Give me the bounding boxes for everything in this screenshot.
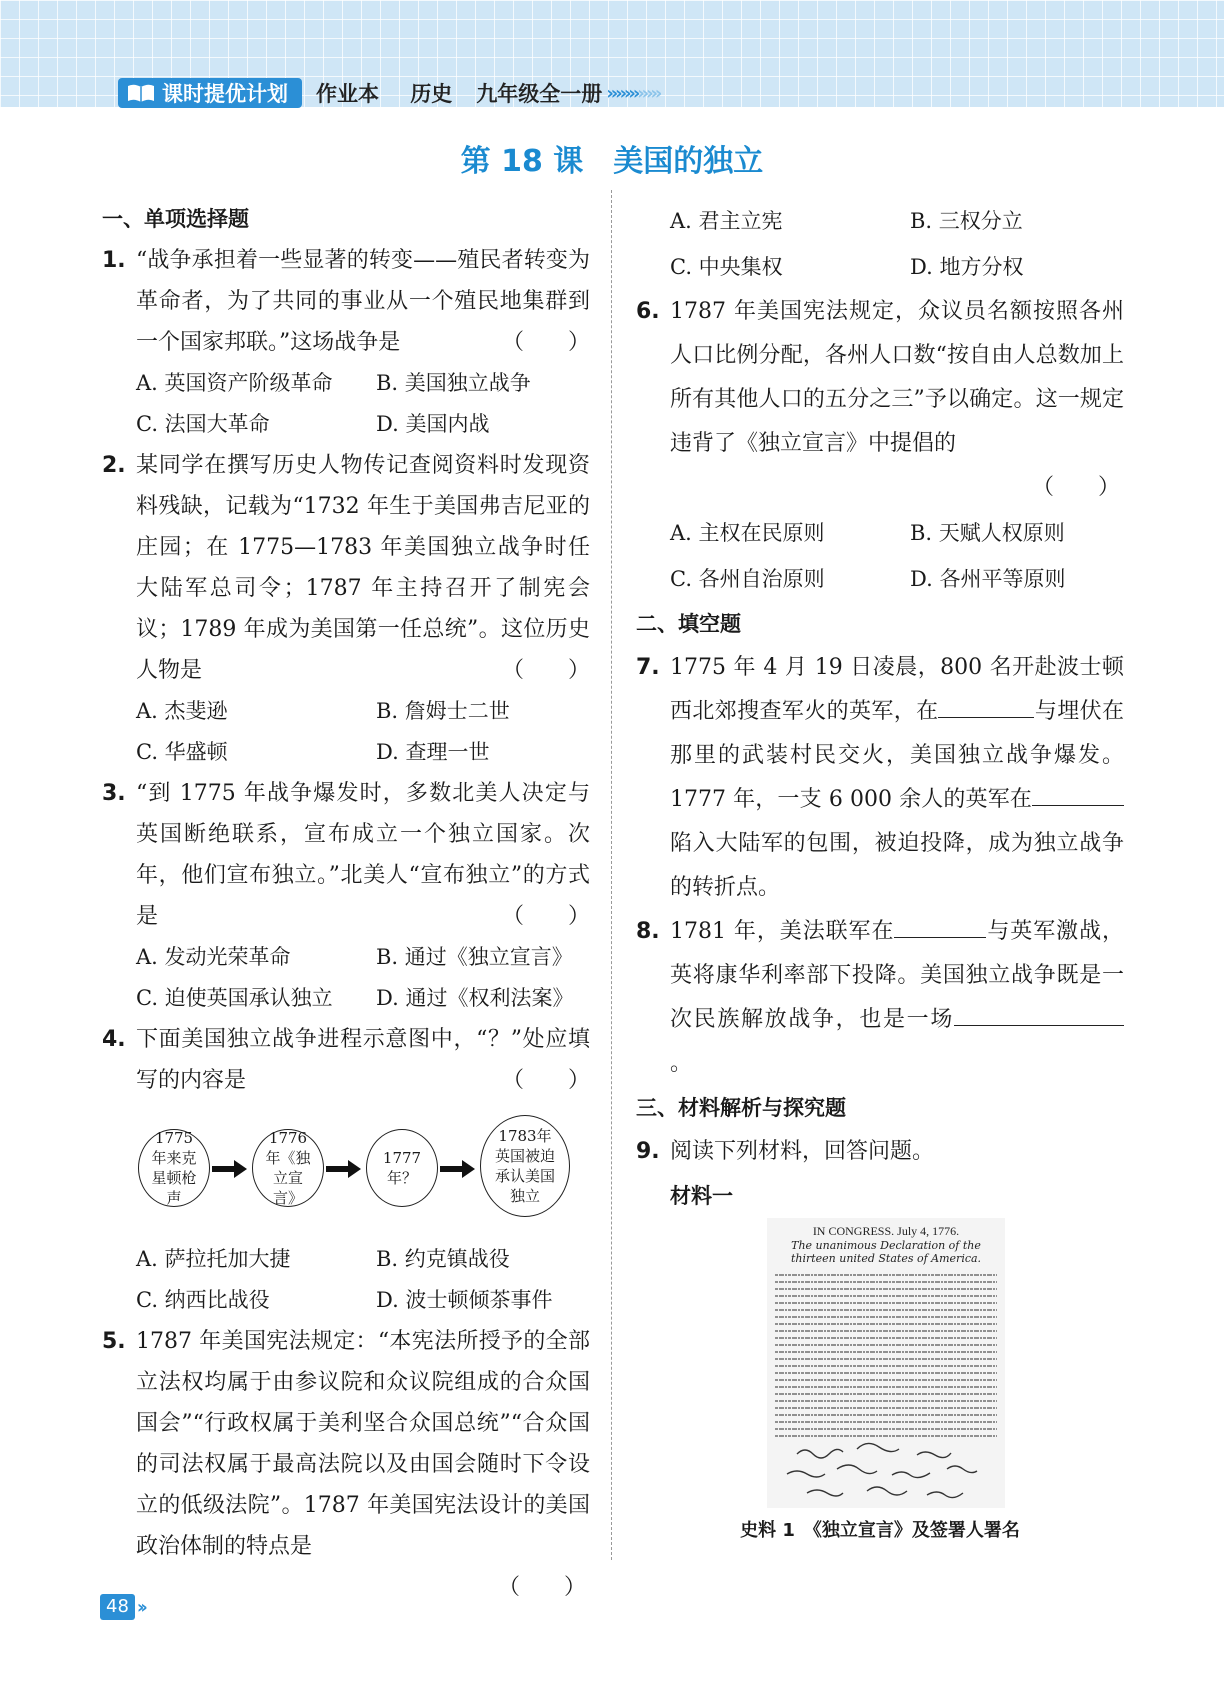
grade: 九年级全一册 [476, 82, 603, 106]
page-number: 48 [100, 1594, 135, 1620]
question-3 [102, 773, 590, 937]
option-b[interactable]: B. 通过《独立宣言》 [376, 945, 573, 969]
question-number: 2. [102, 453, 126, 478]
question-number: 3. [102, 781, 126, 806]
question-text: “到 1775 年战争爆发时，多数北美人决定与英国断绝联系，宣布成立一个独立国家。次年，他们宣布独立。”北美人“宣布独立”的方式是 [136, 781, 590, 929]
fill-blank[interactable] [954, 999, 1124, 1026]
diagram-node-1777 [366, 1129, 438, 1207]
section-heading: 二、填空题 [636, 612, 741, 636]
doc-heading: IN CONGRESS. July 4, 1776. [812, 1224, 960, 1238]
question-9 [636, 1130, 1124, 1174]
option-a[interactable]: A. 杰斐逊 [136, 699, 228, 723]
question-text: 1787 年美国宪法规定，众议员名额按照各州人口比例分配，各州人口数“按自由人总数加上所有其他人口的五分之三”予以确定。这一规定违背了《独立宣言》中提倡的 [670, 299, 1124, 456]
answer-parentheses: （ ） [501, 658, 590, 683]
header-bar [118, 76, 659, 110]
section-heading: 三、材料解析与探究题 [636, 1096, 846, 1120]
open-book-icon [126, 82, 156, 104]
option-c[interactable]: C. 中央集权 [670, 255, 783, 279]
question-text: 陷入大陆军的包围，被迫投降，成为独立战争的转折点。 [670, 831, 1124, 900]
question-8 [636, 910, 1124, 1086]
diagram-node-1775 [138, 1129, 210, 1207]
diagram-node-1783 [480, 1115, 570, 1217]
book-type: 作业本 [316, 82, 379, 106]
lesson-title: 第 18 课 美国的独立 [460, 144, 764, 179]
option-d[interactable]: D. 各州平等原则 [910, 567, 1066, 591]
fill-blank[interactable] [894, 911, 986, 938]
options [636, 510, 1124, 602]
options [102, 937, 590, 1019]
question-text: 某同学在撰写历史人物传记查阅资料时发现资料残缺，记载为“1732 年生于美国弗吉尼亚的庄园；在 1775—1783 年美国独立战争时任大陆军总司令；1787 年主持召开了制宪会议；1789 年成为美国第一任总统”。这位历史人物是 [136, 453, 590, 683]
options [636, 198, 1124, 290]
question-number: 8. [636, 919, 660, 944]
handwritten-text-icon [767, 1269, 1005, 1508]
war-process-diagram [138, 1111, 590, 1231]
node-label: 1777年？ [382, 1149, 422, 1187]
question-text: “战争承担着一些显著的转变——殖民者转变为革命者，为了共同的事业从一个殖民地集群到一个国家邦联。”这场战争是 [136, 248, 590, 355]
doc-subheading: The unanimous Declaration of the thirteen united States of America. [790, 1239, 982, 1265]
question-text: 与埋伏在那里的武装村民交火，美国独立战争爆发。1777 年，一支 6 000 余人的英军在 [670, 699, 1124, 812]
option-a[interactable]: A. 英国资产阶级革命 [136, 371, 333, 395]
option-d[interactable]: D. 通过《权利法案》 [376, 986, 574, 1010]
option-d[interactable]: D. 美国内战 [376, 412, 490, 436]
question-6 [636, 290, 1124, 466]
node-label: 1775年来克星顿枪声 [151, 1129, 197, 1207]
answer-parentheses: （ ） [501, 330, 590, 355]
question-text: 下面美国独立战争进程示意图中，“？”处应填写的内容是 [136, 1027, 590, 1093]
arrow-right-icon [212, 1159, 248, 1179]
question-number: 6. [636, 299, 660, 324]
logo-text: 课时提优计划 [162, 82, 288, 106]
question-number: 9. [636, 1139, 660, 1164]
question-number: 7. [636, 655, 660, 680]
arrow-right-icon [440, 1159, 476, 1179]
question-number: 1. [102, 248, 126, 273]
material-label: 材料一 [670, 1184, 733, 1208]
question-text: 阅读下列材料，回答问题。 [670, 1139, 935, 1164]
question-5 [102, 1321, 590, 1567]
option-c[interactable]: C. 各州自治原则 [670, 567, 825, 591]
subject: 历史 [410, 82, 453, 106]
declaration-document-image [767, 1218, 1005, 1508]
question-text: 1775 年 4 月 19 日凌晨，800 名开赴波士顿西北郊搜查军火的英军，在 [670, 655, 1124, 724]
question-text: 与英军激战，英将康华利率部下投降。美国独立战争既是一次民族解放战争，也是一场 [670, 919, 1124, 1032]
option-c[interactable]: C. 迫使英国承认独立 [136, 986, 333, 1010]
diagram-node-1776 [252, 1129, 324, 1207]
fill-blank[interactable] [1032, 779, 1124, 806]
option-d[interactable]: D. 查理一世 [376, 740, 490, 764]
question-1 [102, 240, 590, 363]
option-b[interactable]: B. 美国独立战争 [376, 371, 531, 395]
option-d[interactable]: D. 波士顿倾茶事件 [376, 1288, 553, 1312]
arrow-right-icon [326, 1159, 362, 1179]
option-c[interactable]: C. 纳西比战役 [136, 1288, 270, 1312]
fill-blank[interactable] [938, 691, 1034, 718]
option-b[interactable]: B. 天赋人权原则 [910, 521, 1065, 545]
series-logo [118, 78, 302, 108]
option-a[interactable]: A. 发动光荣革命 [136, 945, 291, 969]
node-label: 1783年英国被迫承认美国独立 [494, 1127, 555, 1205]
option-c[interactable]: C. 法国大革命 [136, 412, 270, 436]
right-column [636, 198, 1124, 1542]
options [102, 691, 590, 773]
answer-parentheses: （ ） [497, 1575, 586, 1600]
answer-parentheses: （ ） [501, 904, 590, 929]
figure-caption: 史料 1 《独立宣言》及签署人署名 [740, 1520, 1020, 1541]
options [102, 1239, 590, 1321]
section-heading: 一、单项选择题 [102, 207, 249, 231]
question-number: 4. [102, 1027, 126, 1052]
option-a[interactable]: A. 主权在民原则 [670, 521, 825, 545]
option-b[interactable]: B. 三权分立 [910, 209, 1023, 233]
question-text: 1787 年美国宪法规定：“本宪法所授予的全部立法权均属于由参议院和众议院组成的合众国国会”“行政权属于美利坚合众国总统”“合众国的司法权属于最高法院以及由国会随时下令设立的低级法院”。1787 年美国宪法设计的美国政治体制的特点是 [136, 1329, 590, 1559]
chevron-icon: ›› [136, 1596, 144, 1618]
node-label: 1776年《独立宣言》 [265, 1129, 311, 1207]
option-b[interactable]: B. 詹姆士二世 [376, 699, 510, 723]
question-7 [636, 646, 1124, 910]
question-4 [102, 1019, 590, 1101]
answer-parentheses: （ ） [501, 1068, 590, 1093]
question-2 [102, 445, 590, 691]
question-number: 5. [102, 1329, 126, 1354]
chevron-decoration-icon: ›››››››››››› [606, 82, 660, 104]
header-text [316, 78, 602, 108]
option-a[interactable]: A. 萨拉托加大捷 [136, 1247, 291, 1271]
option-d[interactable]: D. 地方分权 [910, 255, 1024, 279]
option-a[interactable]: A. 君主立宪 [670, 209, 783, 233]
answer-parentheses: （ ） [1031, 475, 1120, 500]
question-text: 。 [670, 1051, 693, 1076]
left-column [102, 198, 590, 1608]
option-c[interactable]: C. 华盛顿 [136, 740, 228, 764]
options [102, 363, 590, 445]
option-b[interactable]: B. 约克镇战役 [376, 1247, 510, 1271]
page-number-badge [100, 1594, 144, 1620]
question-text: 1781 年，美法联军在 [670, 919, 895, 944]
